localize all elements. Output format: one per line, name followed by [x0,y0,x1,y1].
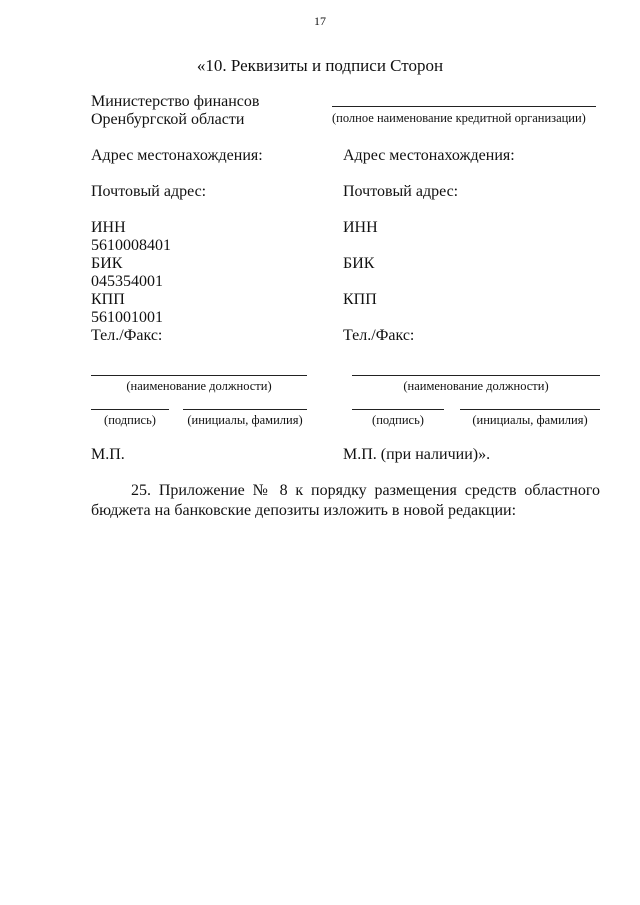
left-stamp-label: М.П. [91,446,125,463]
right-signature-caption: (подпись) [372,413,424,427]
left-signature-caption: (подпись) [104,413,156,427]
left-org-name-line1: Министерство финансов [91,93,260,110]
left-address-label: Адрес местонахождения: [91,147,263,164]
left-postal-label: Почтовый адрес: [91,183,207,200]
left-kpp-label: КПП [91,291,125,308]
right-phone-label: Тел./Факс: [343,327,415,344]
left-kpp-value: 561001001 [91,309,163,326]
right-postal-label: Почтовый адрес: [343,183,459,200]
left-inn-label: ИНН [91,219,126,236]
right-position-line [352,375,600,376]
right-inn-label: ИНН [343,219,378,236]
left-position-line [91,375,307,376]
left-phone-label: Тел./Факс: [91,327,163,344]
right-name-caption: (инициалы, фамилия) [472,413,588,427]
left-name-caption: (инициалы, фамилия) [187,413,303,427]
page-number: 17 [314,14,326,28]
right-stamp-label: М.П. (при наличии)». [343,446,491,463]
left-bik-label: БИК [91,255,123,272]
left-name-line [183,409,307,410]
right-signature-line [352,409,444,410]
left-position-caption: (наименование должности) [126,379,272,393]
right-bik-label: БИК [343,255,375,272]
left-org-name-line2: Оренбургской области [91,111,245,128]
right-position-caption: (наименование должности) [403,379,549,393]
right-kpp-label: КПП [343,291,377,308]
left-signature-line [91,409,169,410]
right-org-caption: (полное наименование кредитной организации) [332,111,586,125]
right-address-label: Адрес местонахождения: [343,147,515,164]
left-inn-value: 5610008401 [91,237,171,254]
left-bik-value: 045354001 [91,273,163,290]
right-name-line [460,409,600,410]
section-title: «10. Реквизиты и подписи Сторон [196,56,444,75]
paragraph-25: 25. Приложение № 8 к порядку размещения средств областного бюджета на банковские депозиты изложить в новой редакции: [91,482,600,519]
right-org-name-line [332,106,596,107]
